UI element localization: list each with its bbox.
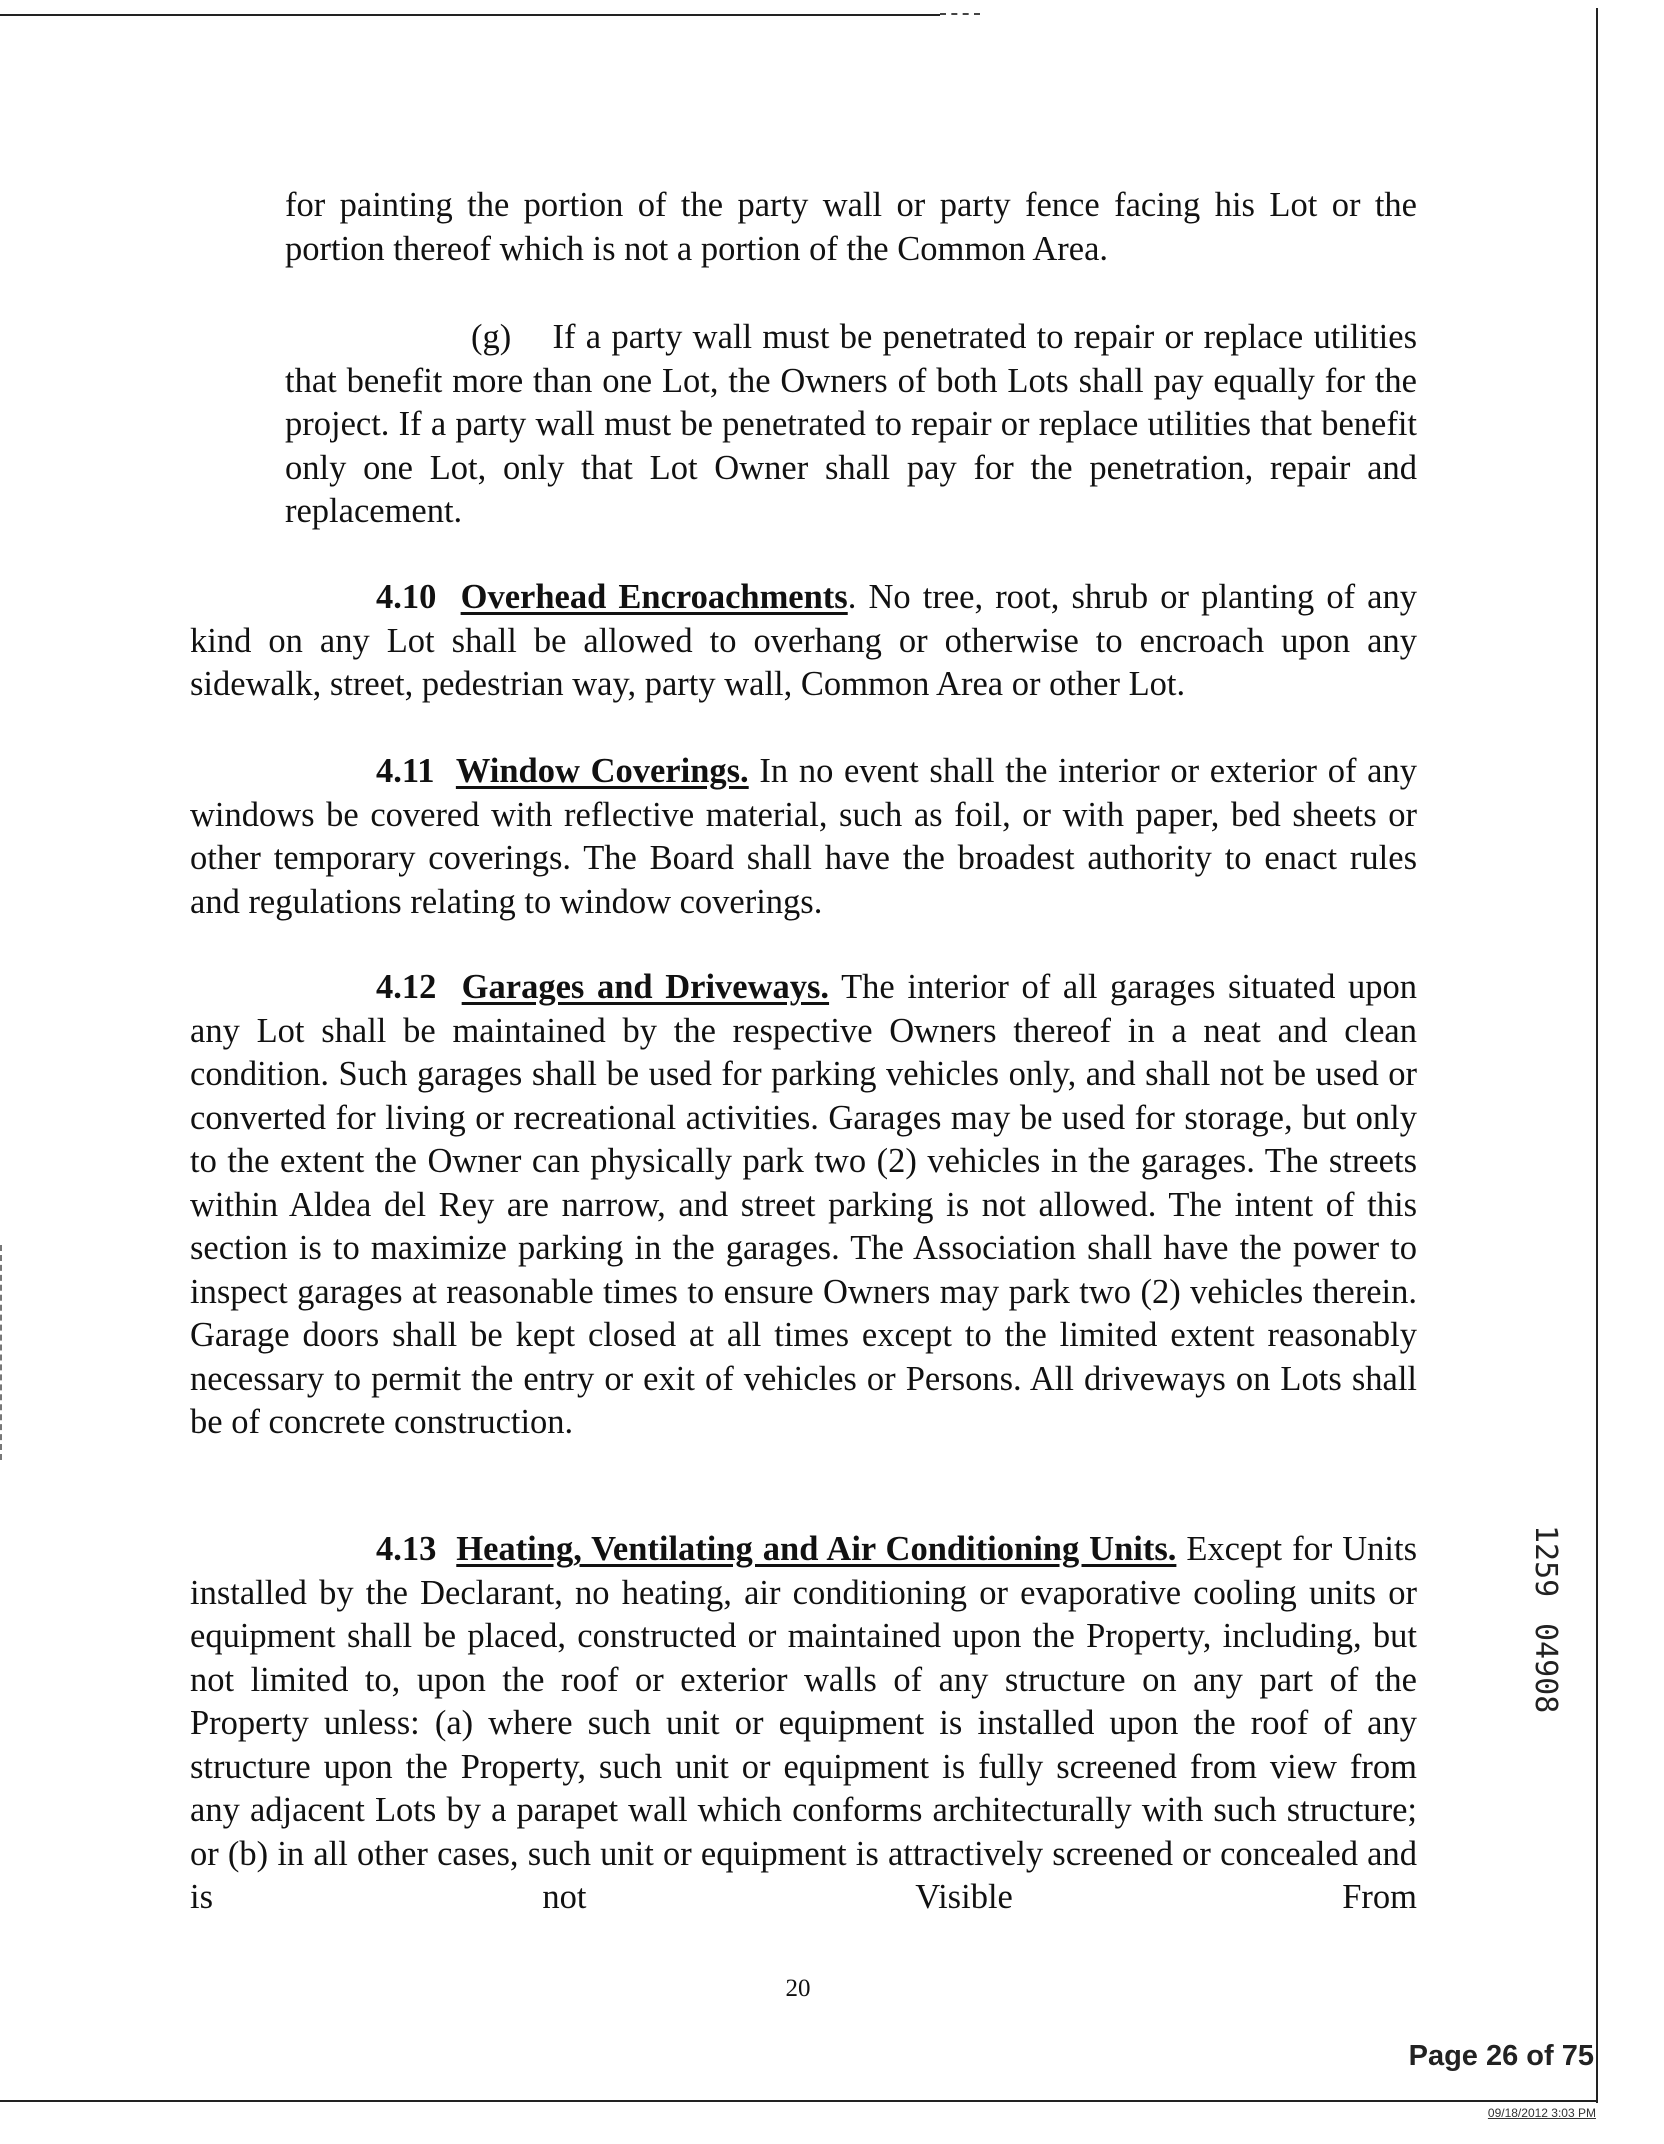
section-4-12	[190, 966, 1417, 1445]
side-recording-stamp	[1525, 1525, 1565, 1714]
side-stamp-top: 1259	[1528, 1525, 1563, 1598]
bottom-rule	[0, 2100, 1598, 2102]
page-number: 20	[785, 1975, 811, 2002]
section-4-11	[190, 750, 1417, 924]
section-4-12-body: The interior of all garages situated upon any Lot shall be maintained by the respective Owners thereof in a neat and clean condition. Such garages shall be used for parking vehicles only, and shall not be used or converted for living or recreational activities. Garages may be used for storage, but only to the extent the Owner can physically park two (2) vehicles in the garages. The streets within Aldea del Rey are narrow, and street parking is not allowed. The intent of this section is to maximize parking in the garages. The Association shall have the power to inspect garages at reasonable times to ensure Owners may park two (2) vehicles therein. Garage doors shall be kept closed at all times except to the limited extent reasonably necessary to permit the entry or exit of vehicles or Persons. All driveways on Lots shall be of concrete construction.	[190, 968, 1417, 1441]
section-4-13	[190, 1528, 1417, 1920]
top-rule	[0, 14, 940, 16]
top-rule-dash	[940, 13, 980, 15]
right-margin-rule	[1596, 8, 1598, 2103]
section-4-11-number: 4.11	[376, 752, 435, 790]
section-4-10-number: 4.10	[376, 578, 437, 616]
section-4-10-title: Overhead Encroachments	[460, 578, 848, 616]
paragraph-g-label: (g)	[471, 318, 512, 356]
section-4-13-body: Except for Units installed by the Declarant, no heating, air conditioning or evaporative cooling units or equipment shall be placed, constructed or maintained upon the Property, including, but not limited to, upon the roof or exterior walls of any structure on any part of the Property unless: (a) where such unit or equipment is installed upon the roof of any structure upon the Property, such unit or equipment is fully screened from view from any adjacent Lots by a parapet wall which conforms architecturally with such structure; or (b) in all other cases, such unit or equipment is attractively screened or concealed and is not Visible From	[190, 1530, 1418, 1916]
recording-timestamp: 09/18/2012 3:03 PM	[1487, 2106, 1596, 2120]
section-4-12-number: 4.12	[376, 968, 437, 1006]
paragraph-g	[285, 316, 1417, 534]
section-4-11-title: Window Coverings.	[455, 752, 749, 790]
paragraph-continuation: for painting the portion of the party wall or party fence facing his Lot or the portion thereof which is not a portion of the Common Area.	[285, 186, 1417, 268]
side-stamp-bottom: 04908	[1528, 1623, 1563, 1714]
section-4-13-title: Heating, Ventilating and Air Conditioning Units.	[456, 1530, 1177, 1568]
page-of-counter: Page 26 of 75	[1408, 2040, 1594, 2072]
section-4-13-number: 4.13	[376, 1530, 437, 1568]
section-4-11-body: In no event shall the interior or exterior of any windows be covered with reflective material, such as foil, or with paper, bed sheets or other temporary coverings. The Board shall have the broadest authority to enact rules and regulations relating to window coverings.	[190, 752, 1417, 921]
left-edge-marks	[0, 1245, 5, 1460]
paragraph-g-body: If a party wall must be penetrated to repair or replace utilities that benefit more than one Lot, the Owners of both Lots shall pay equally for the project. If a party wall must be penetrated to repair or replace utilities that benefit only one Lot, only that Lot Owner shall pay for the penetration, repair and replacement.	[285, 318, 1418, 530]
section-4-10-body: . No tree, root, shrub or planting of any kind on any Lot shall be allowed to overhang or otherwise to encroach upon any sidewalk, street, pedestrian way, party wall, Common Area or other Lot.	[190, 578, 1417, 703]
section-4-12-title: Garages and Driveways.	[461, 968, 830, 1006]
section-4-10	[190, 576, 1417, 707]
